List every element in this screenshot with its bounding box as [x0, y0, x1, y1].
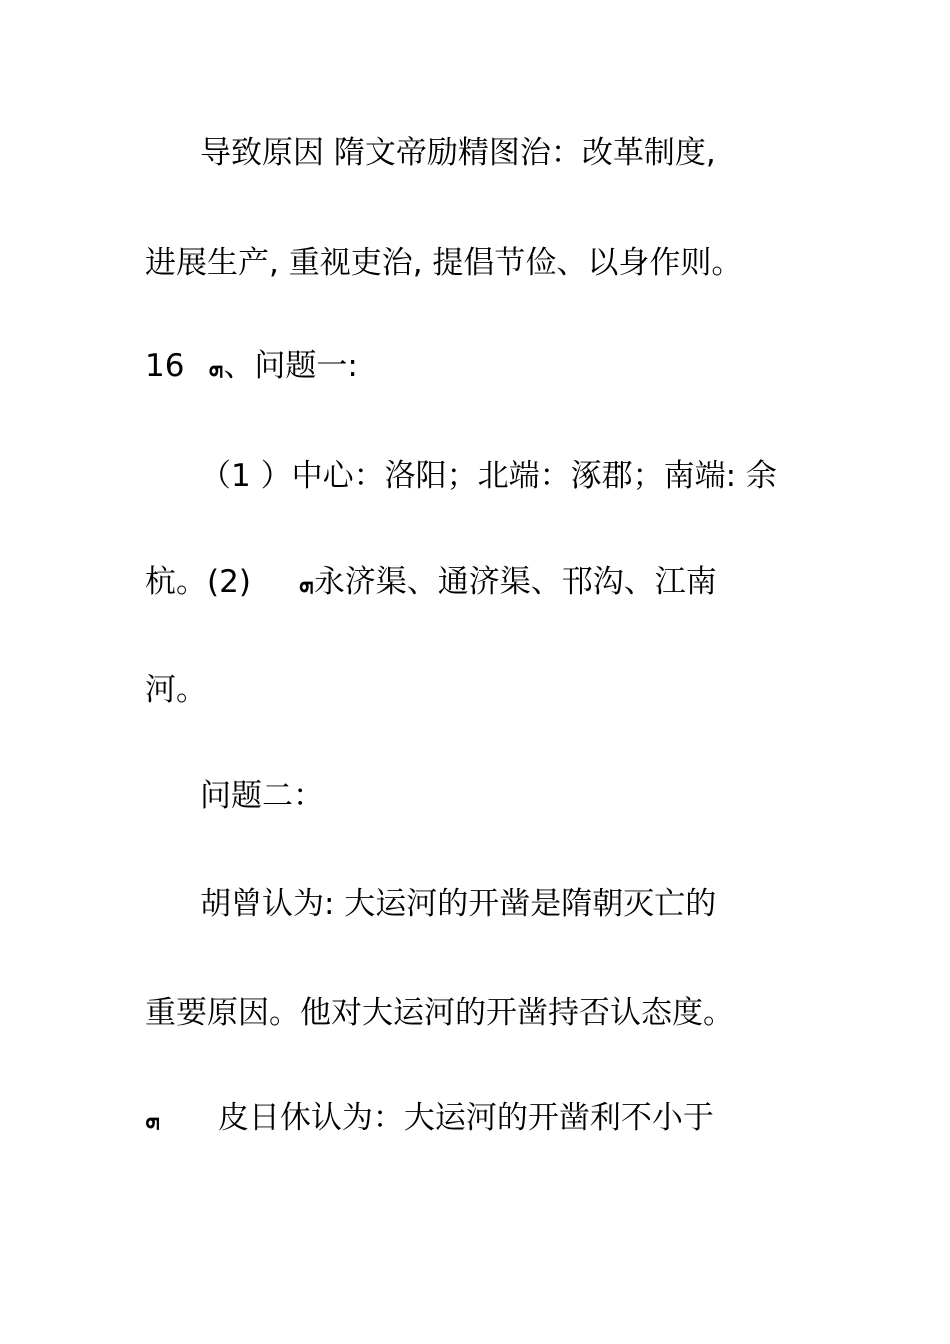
question-number: 16: [145, 348, 185, 384]
question-label: 、问题一:: [223, 348, 358, 384]
bullet-icon: ܗ: [208, 354, 224, 382]
answer-line-2: [145, 562, 717, 602]
question-16-heading: [145, 346, 358, 386]
paragraph-line-1: 导致原因 隋文帝励精图治：改革制度,: [200, 135, 716, 171]
paragraph-line-4: 重要原因。他对大运河的开凿持否认态度。: [145, 995, 734, 1031]
paragraph-line-2: 进展生产, 重视吏治, 提倡节俭、以身作则。: [145, 245, 743, 281]
paragraph-line-5-text: 皮日休认为：大运河的开凿利不小于: [217, 1100, 714, 1136]
bullet-icon: ܗ: [145, 1106, 161, 1134]
paragraph-line-5: [145, 1098, 714, 1138]
answer-line-1: （1 ）中心：洛阳；北端：涿郡；南端: 余: [200, 458, 777, 494]
paragraph-line-3: 胡曾认为: 大运河的开凿是隋朝灭亡的: [200, 886, 717, 922]
answer-line-3: 河。: [145, 672, 207, 708]
answer-part-b: 永济渠、通济渠、邗沟、江南: [313, 564, 717, 600]
bullet-icon: ܗ: [298, 570, 314, 598]
question-two-heading: 问题二：: [200, 778, 324, 814]
answer-part-a: 杭。(2): [145, 564, 251, 600]
